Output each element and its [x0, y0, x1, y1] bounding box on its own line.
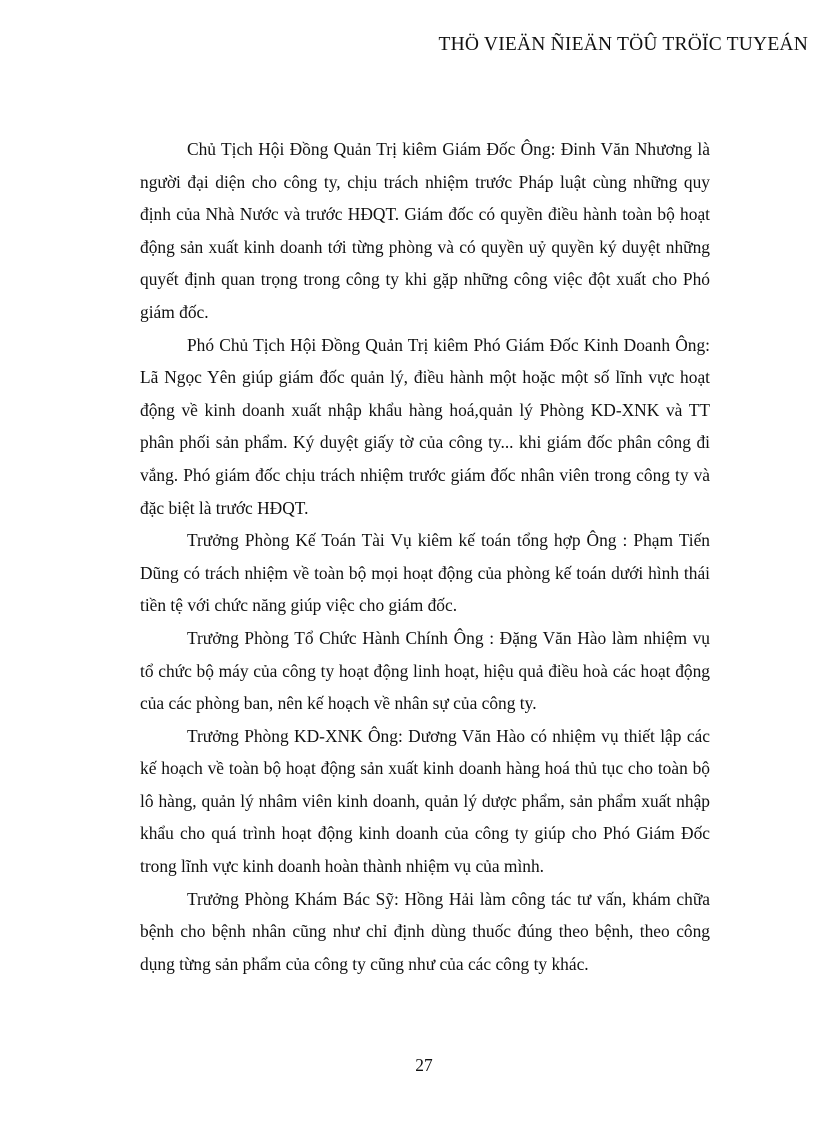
page-number: 27 [415, 1055, 433, 1075]
paragraph-clinic-head: Trưởng Phòng Khám Bác Sỹ: Hồng Hải làm công tác tư vấn, khám chữa bệnh cho bệnh nhân cũng như chỉ định dùng thuốc đúng theo bệnh, theo công dụng từng sản phẩm của công ty cũng như của các công ty khác. [140, 888, 710, 974]
document-body [140, 133, 710, 980]
page-header-title: THÖ VIEÄN ÑIEÄN TÖÛ TRÖÏC TUYEÁN [438, 34, 808, 55]
paragraph-accounting-head: Trưởng Phòng Kế Toán Tài Vụ kiêm kế toán tổng hợp Ông : Phạm Tiến Dũng có trách nhiệm về toàn bộ mọi hoạt động của phòng kế toán dưới hình thái tiền tệ với chức năng giúp việc cho giám đốc. [140, 530, 710, 616]
paragraph-vice-chairman: Phó Chủ Tịch Hội Đồng Quản Trị kiêm Phó Giám Đốc Kinh Doanh Ông: Lã Ngọc Yên giúp giám đốc quản lý, điều hành một hoặc một số lĩnh vực hoạt động về kinh doanh xuất nhập khẩu hàng hoá,quản lý Phòng KD-XNK và TT phân phối sản phẩm. Ký duyệt giấy tờ của công ty... khi giám đốc phân công đi vắng. Phó giám đốc chịu trách nhiệm trước giám đốc nhân viên trong công ty và đặc biệt là trước HĐQT. [140, 334, 710, 518]
paragraph-chairman-director: Chủ Tịch Hội Đồng Quản Trị kiêm Giám Đốc Ông: Đinh Văn Nhương là người đại diện cho công ty, chịu trách nhiệm trước Pháp luật cùng những quy định của Nhà Nước và trước HĐQT. Giám đốc có quyền điều hành toàn bộ hoạt động sản xuất kinh doanh tới từng phòng và có quyền uỷ quyền ký duyệt những quyết định quan trọng trong công ty khi gặp những công việc đột xuất cho Phó giám đốc. [140, 139, 710, 322]
paragraph-import-export-head: Trưởng Phòng KD-XNK Ông: Dương Văn Hào có nhiệm vụ thiết lập các kế hoạch về toàn bộ hoạt động sản xuất kinh doanh hàng hoá thủ tục cho toàn bộ lô hàng, quản lý nhâm viên kinh doanh, quản lý dược phẩm, sản phẩm xuất nhập khẩu cho quá trình hoạt động kinh doanh của công ty giúp cho Phó Giám Đốc trong lĩnh vực kinh doanh hoàn thành nhiệm vụ của mình. [140, 725, 710, 877]
paragraph-admin-head: Trưởng Phòng Tổ Chức Hành Chính Ông : Đặng Văn Hào làm nhiệm vụ tổ chức bộ máy của công ty hoạt động linh hoạt, hiệu quả điều hoà các hoạt động của các phòng ban, nên kế hoạch về nhân sự của công ty. [140, 627, 710, 714]
